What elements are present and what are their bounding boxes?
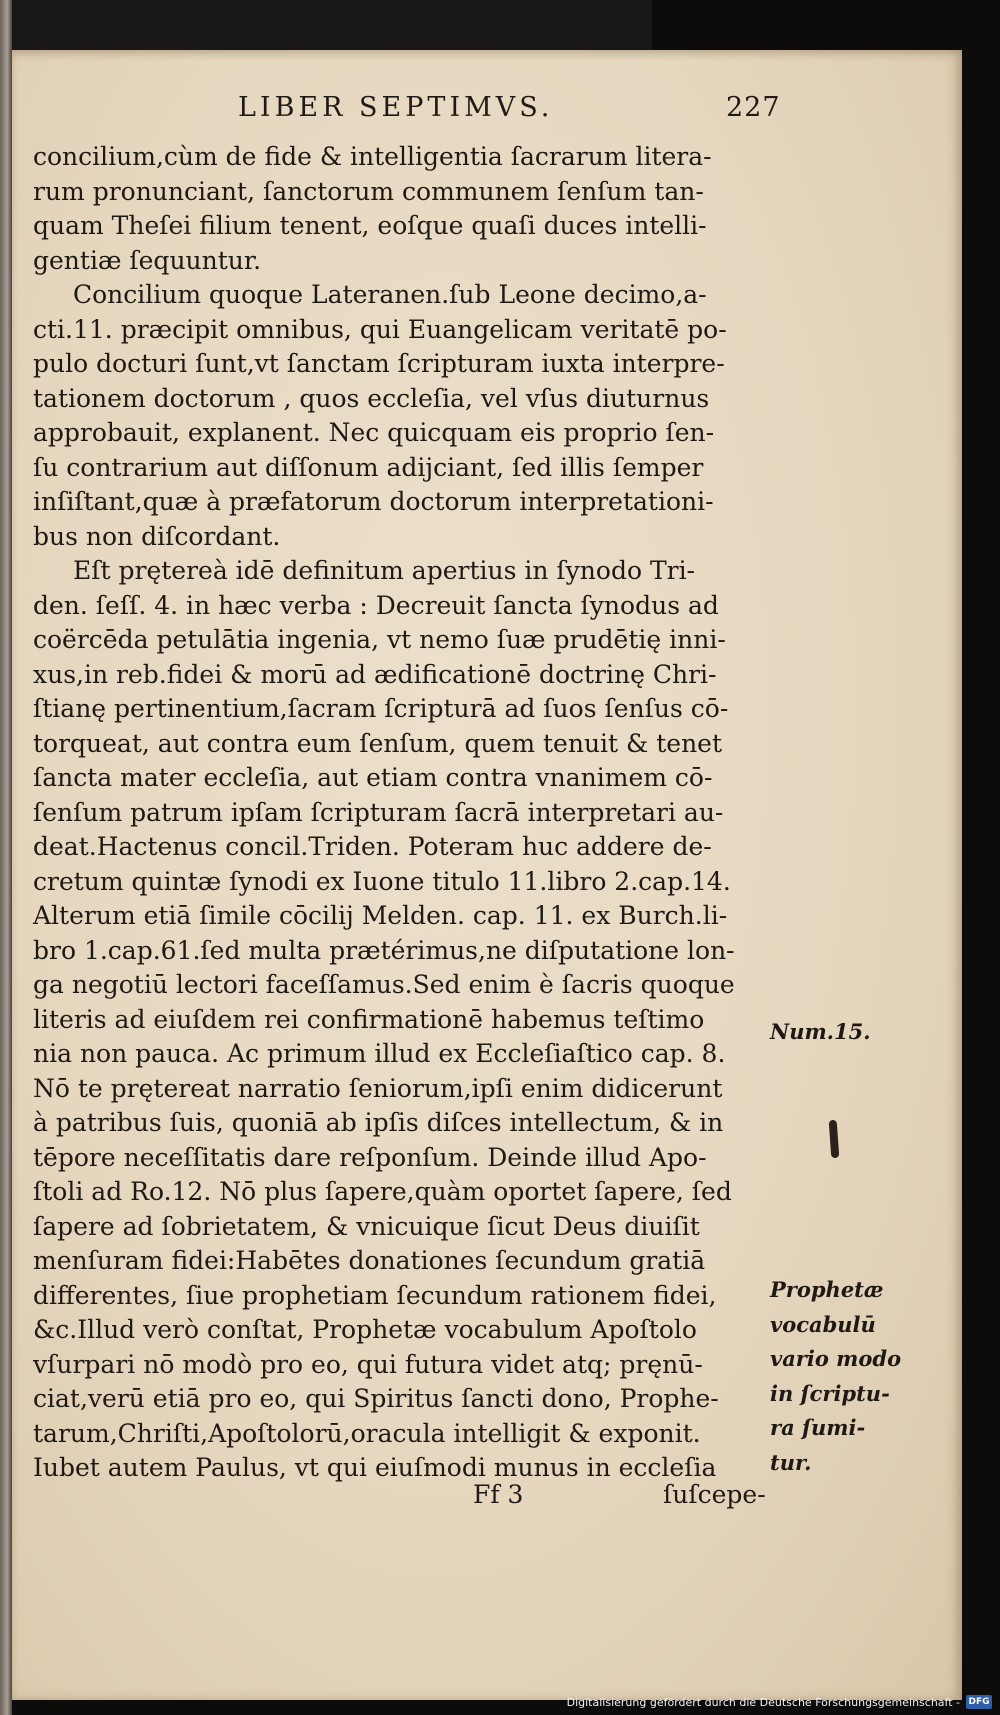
text-line: ſu contrarium aut diſſonum adijciant, ſed illis ſemper [33, 452, 704, 482]
text-line: ga negotiū lectori faceſſamus.Sed enim è ſacris quoque [33, 970, 735, 999]
text-line: Eſt prętereà idē definitum apertius in ſynodo Tri- [73, 556, 696, 585]
text-line: approbauit, explanent. Nec quicquam eis proprio ſen- [33, 418, 715, 447]
text-line: tēpore neceſſitatis dare reſponſum. Deinde illud Apo- [33, 1142, 707, 1172]
margin-note-num-text: Num.15. [770, 1019, 871, 1044]
margin-note-num [770, 1015, 871, 1050]
text-line: concilium,cùm de fide & intelligentia ſacrarum litera- [33, 142, 712, 171]
text-line: Concilium quoque Lateranen.ſub Leone decimo,a- [73, 280, 707, 309]
text-line: pulo docturi ſunt,vt ſanctam ſcripturam iuxta interpre- [33, 349, 725, 378]
text-line: differentes, ſiue prophetiam ſecundum rationem fidei, [33, 1280, 717, 1310]
text-line: ſancta mater eccleſia, aut etiam contra vnanimem cō- [33, 763, 713, 792]
text-line: ſenſum patrum ipſam ſcripturam ſacrā interpretari au- [33, 797, 724, 827]
running-title: LIBER SEPTIMVS. [238, 92, 554, 123]
text-line: nia non pauca. Ac primum illud ex Eccleſiaſtico cap. 8. [33, 1039, 726, 1068]
text-line: inſiſtant,quæ à præfatorum doctorum interpretationi- [33, 487, 714, 516]
text-line: ſtianę pertinentium,ſacram ſcripturā ad ſuos ſenſus cō- [33, 694, 729, 723]
margin-note-line: tur. [770, 1449, 812, 1475]
catchline [33, 1480, 793, 1516]
text-line: deat.Hactenus concil.Triden. Poteram huc addere de- [33, 832, 712, 861]
body-text [33, 140, 793, 1486]
text-line: cti.11. præcipit omnibus, qui Euangelicam veritatē po- [33, 314, 727, 344]
text-line: literis ad eiuſdem rei confirmationē habemus teſtimo [33, 1004, 705, 1034]
text-line: Alterum etiā ſimile cōcilij Melden. cap. 11. ex Burch.li- [33, 901, 728, 930]
page-top-shadow [12, 0, 652, 55]
text-line: rum pronunciant, ſanctorum communem ſenſum tan- [33, 176, 704, 206]
text-line: à patribus ſuis, quoniā ab ipſis diſces intellectum, & in [33, 1108, 724, 1137]
text-line: bus non diſcordant. [33, 521, 281, 551]
margin-note-line: ra ſumi- [770, 1415, 866, 1440]
catchword: ſuſcepe- [663, 1480, 766, 1509]
margin-note-line: vario modo [770, 1346, 902, 1371]
text-line: ſtoli ad Ro.12. Nō plus ſapere,quàm oportet ſapere, ſed [33, 1177, 732, 1206]
dfg-logo-icon: DFG [966, 1695, 992, 1709]
text-line: tationem doctorum , quos eccleſia, vel vſus diuturnus [33, 383, 710, 413]
text-line: gentiæ ſequuntur. [33, 245, 262, 275]
text-line: vſurpari nō modò pro eo, qui futura videt atq; pręnū- [33, 1349, 703, 1379]
text-line: &c.Illud verò conſtat, Prophetæ vocabulum Apoſtolo [33, 1315, 697, 1344]
text-line: torqueat, aut contra eum ſenſum, quem tenuit & tenet [33, 728, 723, 758]
text-line: ſapere ad ſobrietatem, & vnicuique ſicut Deus diuiſit [33, 1211, 700, 1241]
text-line: Iubet autem Paulus, vt qui eiuſmodi munus in eccleſia [33, 1453, 717, 1482]
text-line: coërcēda petulātia ingenia, vt nemo ſuæ prudētię inni- [33, 625, 726, 654]
book-spine-edge [0, 0, 12, 1715]
text-line: menſuram fidei:Habētes donationes ſecundum gratiā [33, 1246, 706, 1275]
margin-note-line: in ſcriptu- [770, 1380, 890, 1406]
text-line: tarum,Chriſti,Apoſtolorū,oracula intelligit & exponit. [33, 1418, 701, 1448]
signature-mark: Ff 3 [473, 1480, 524, 1509]
text-line: ciat,verū etiā pro eo, qui Spiritus ſancti dono, Prophe- [33, 1384, 719, 1413]
text-line: den. ſeſſ. 4. in hæc verba : Decreuit ſancta ſynodus ad [33, 590, 719, 620]
text-line: Nō te prętereat narratio ſeniorum,ipſi enim didicerunt [33, 1073, 723, 1103]
text-line: cretum quintæ ſynodi ex Iuone titulo 11.libro 2.cap.14. [33, 866, 731, 896]
footer-credit-text: Digitalisierung gefördert durch die Deutsche Forschungsgemeinschaft - [566, 1695, 960, 1709]
page-number: 227 [726, 92, 781, 123]
margin-note-line: vocabulū [770, 1311, 876, 1337]
text-line: bro 1.cap.61.ſed multa prætérimus,ne diſputatione lon- [33, 935, 735, 965]
margin-note-line: Prophetæ [770, 1277, 884, 1302]
text-line: quam Theſei filium tenent, eoſque quaſi duces intelli- [33, 211, 707, 240]
margin-note-prophetae [770, 1273, 901, 1480]
digitization-footer [567, 1692, 992, 1712]
page-header [238, 92, 798, 132]
text-line: xus,in reb.fidei & morū ad ædificationē doctrinę Chri- [33, 659, 717, 689]
